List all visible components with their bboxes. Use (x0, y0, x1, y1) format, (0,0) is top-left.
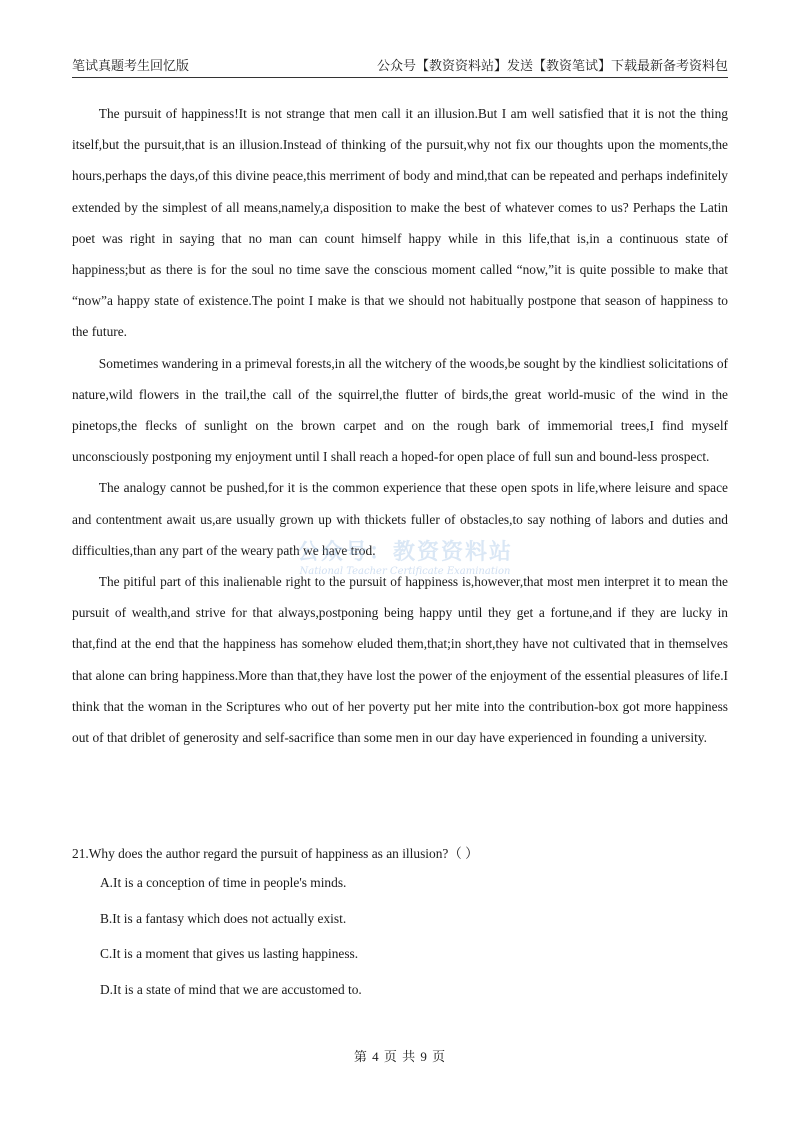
option-b: B.It is a fantasy which does not actually exist. (100, 910, 347, 926)
passage-paragraph-1: The pursuit of happiness!It is not strange that men call it an illusion.But I am well satisfied that it is not the thing itself,but the pursuit,that is an illusion.Instead of thinking of the pursuit,why not fix our thoughts upon the moments,the hours,perhaps the days,of this divine peace,this merriment of body and mind,that can be repeated and perhaps indefinitely extended by the simplest of all means,namely,a disposition to make the best of whatever comes to us? Perhaps the Latin poet was right in saying that no man can count himself happy while in this life,that is,in a continuous state of happiness;but as there is for the soul no time save the conscious moment called “now,”it is quite possible to make that “now”a happy state of existence.The point I make is that we should not habitually postpone that season of happiness to the future. (72, 106, 728, 340)
question-stem: 21.Why does the author regard the pursuit of happiness as an illusion?（ ） (72, 846, 479, 861)
watermark-main: 公众号：教资资料站 (296, 540, 513, 565)
page-header (72, 52, 728, 78)
passage (72, 98, 728, 753)
option-c: C.It is a moment that gives us lasting happiness. (100, 946, 359, 961)
page-number: 第 4 页 共 9 页 (353, 1049, 447, 1064)
passage-paragraph-2: Sometimes wandering in a primeval forests,in all the witchery of the woods,be sought by the kindliest solicitations of nature,wild flowers in the trail,the call of the squirrel,the flutter of birds,the great world-music of the wind in the pinetops,the flecks of sunlight on the brown carpet and on the rough bark of immemorial trees,I find myself unconsciously postponing my enjoyment until I shall reach a hoped-for open place of full sun and bound-less prospect. (72, 355, 728, 465)
header-left-title: 笔试真题考生回忆版 (72, 58, 190, 73)
passage-paragraph-3: The analogy cannot be pushed,for it is the common experience that these open spots in life,where leisure and space and contentment await us,are usually grown up with thickets fuller of obstacles,to say nothing of labors and duties and difficulties,than any part of the weary path we have trod. (72, 480, 728, 558)
question-21 (72, 843, 728, 1007)
header-right-notice: 公众号【教资资料站】发送【教资笔试】下载最新备考资料包 (376, 58, 728, 73)
watermark-sub: National Teacher Certificate Examination (299, 566, 511, 577)
option-d: D.It is a state of mind that we are accustomed to. (100, 981, 362, 997)
passage-paragraph-4: The pitiful part of this inalienable right to the pursuit of happiness is,however,that most men interpret it to mean the pursuit of wealth,and strive for that always,postponing being happy until they get a fortune,and if they are lucky in that,find at the end that the happiness has somehow eluded them,that;in short,they have not cultivated that in themselves that alone can bring happiness.More than that,they have lost the power of the enjoyment of the essential pleasures of life.I think that the woman in the Scriptures who out of her poverty put her mite into the contribution-box got more happiness out of that driblet of generosity and self-sacrifice than some men in our day have experienced in founding a university. (72, 574, 728, 746)
option-a: A.It is a conception of time in people's minds. (100, 875, 347, 890)
